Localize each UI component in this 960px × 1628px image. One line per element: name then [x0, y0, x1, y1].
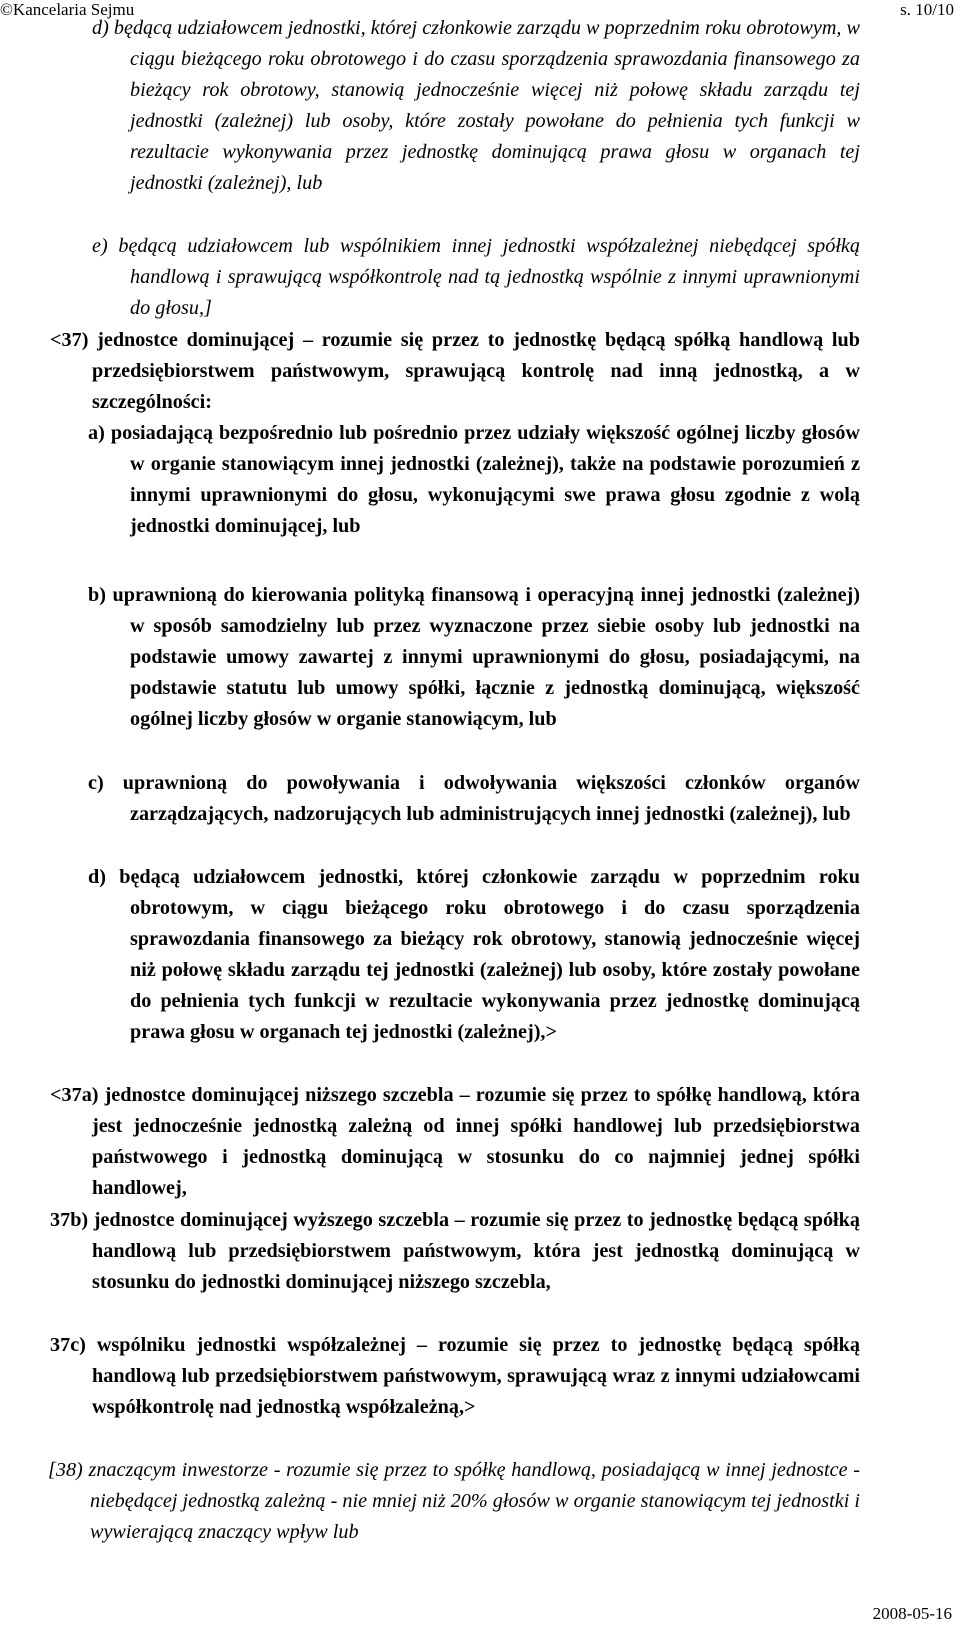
header-copyright: ©Kancelaria Sejmu	[0, 0, 135, 19]
subitem-37-b: b) uprawnioną do kierowania polityką finansową i operacyjną innej jednostki (zależnej) w sposób samodzielny lub przez wyznaczone przez siebie osoby lub jednostki na podstawie umowy zawartej z innymi uprawnionymi do głosu, posiadającymi, na podstawie statutu lub umowy spółki, łącznie z jednostką dominującą, większość ogólnej liczby głosów w organie stanowiącym, lub	[88, 584, 860, 730]
paragraph-d-italic: d) będącą udziałowcem jednostki, której członkowie zarządu w poprzednim roku obrotowym, w ciągu bieżącego roku obrotowego i do czasu sporządzenia sprawozdania finansowego za bieżący rok obrotowy, stanowią jednocześnie więcej niż połowę składu zarządu tej jednostki (zależnej) lub osoby, które zostały powołane do pełnienia tych funkcji w rezultacie wykonywania przez jednostkę dominującą prawa głosu w organach tej jednostki (zależnej), lub	[92, 17, 860, 194]
definition-38-italic: [38) znaczącym inwestorze - rozumie się przez to spółkę handlową, posiadającą w innej jednostce - niebędącej jednostką zależną - nie mniej niż 20% głosów w organie stanowiącym tej jednostki i wywierającą znaczący wpływ lub	[48, 1459, 860, 1543]
definition-37c: 37c) wspólniku jednostki współzależnej – rozumie się przez to jednostkę będącą spółką handlową lub przedsiębiorstwem państwowym, sprawującą wraz z innymi udziałowcami współkontrolę nad jednostką współzależną,>	[50, 1334, 860, 1418]
definition-37: <37) jednostce dominującej – rozumie się przez to jednostkę będącą spółką handlową lub przedsiębiorstwem państwowym, sprawującą kontrolę nad inną jednostką, a w szczególności:	[50, 329, 860, 413]
definition-37a: <37a) jednostce dominującej niższego szczebla – rozumie się przez to spółkę handlową, która jest jednocześnie jednostką zależną od innej spółki handlowej lub przedsiębiorstwa państwowego i jednostką dominującą w stosunku do co najmniej jednej spółki handlowej,	[50, 1084, 860, 1199]
paragraph-e-italic: e) będącą udziałowcem lub wspólnikiem innej jednostki współzależnej niebędącej spółką handlową i sprawującą współkontrolę nad tą jednostką wspólnie z innymi uprawnionymi do głosu,]	[92, 235, 860, 319]
definition-37b: 37b) jednostce dominującej wyższego szczebla – rozumie się przez to jednostkę będącą spółką handlową lub przedsiębiorstwem państwowym, która jest jednostką dominującą w stosunku do jednostki dominującej niższego szczebla,	[50, 1209, 860, 1293]
subitem-37-a: a) posiadającą bezpośrednio lub pośrednio przez udziały większość ogólnej liczby głosów w organie stanowiącym innej jednostki (zależnej), także na podstawie porozumień z innymi uprawnionymi do głosu, wykonującymi swe prawa głosu zgodnie z wolą jednostki dominującej, lub	[88, 422, 860, 537]
subitem-37-d: d) będącą udziałowcem jednostki, której członkowie zarządu w poprzednim roku obrotowym, w ciągu bieżącego roku obrotowego i do czasu sporządzenia sprawozdania finansowego za bieżący rok obrotowy, stanowią jednocześnie więcej niż połowę składu zarządu tej jednostki (zależnej) lub osoby, które zostały powołane do pełnienia tych funkcji w rezultacie wykonywania przez jednostkę dominującą prawa głosu w organach tej jednostki (zależnej),>	[88, 866, 860, 1043]
subitem-37-c: c) uprawnioną do powoływania i odwoływania większości członków organów zarządzających, nadzorujących lub administrujących innej jednostki (zależnej), lub	[88, 772, 860, 825]
page-number: s. 10/10	[900, 0, 954, 19]
footer-date: 2008-05-16	[872, 1604, 952, 1623]
